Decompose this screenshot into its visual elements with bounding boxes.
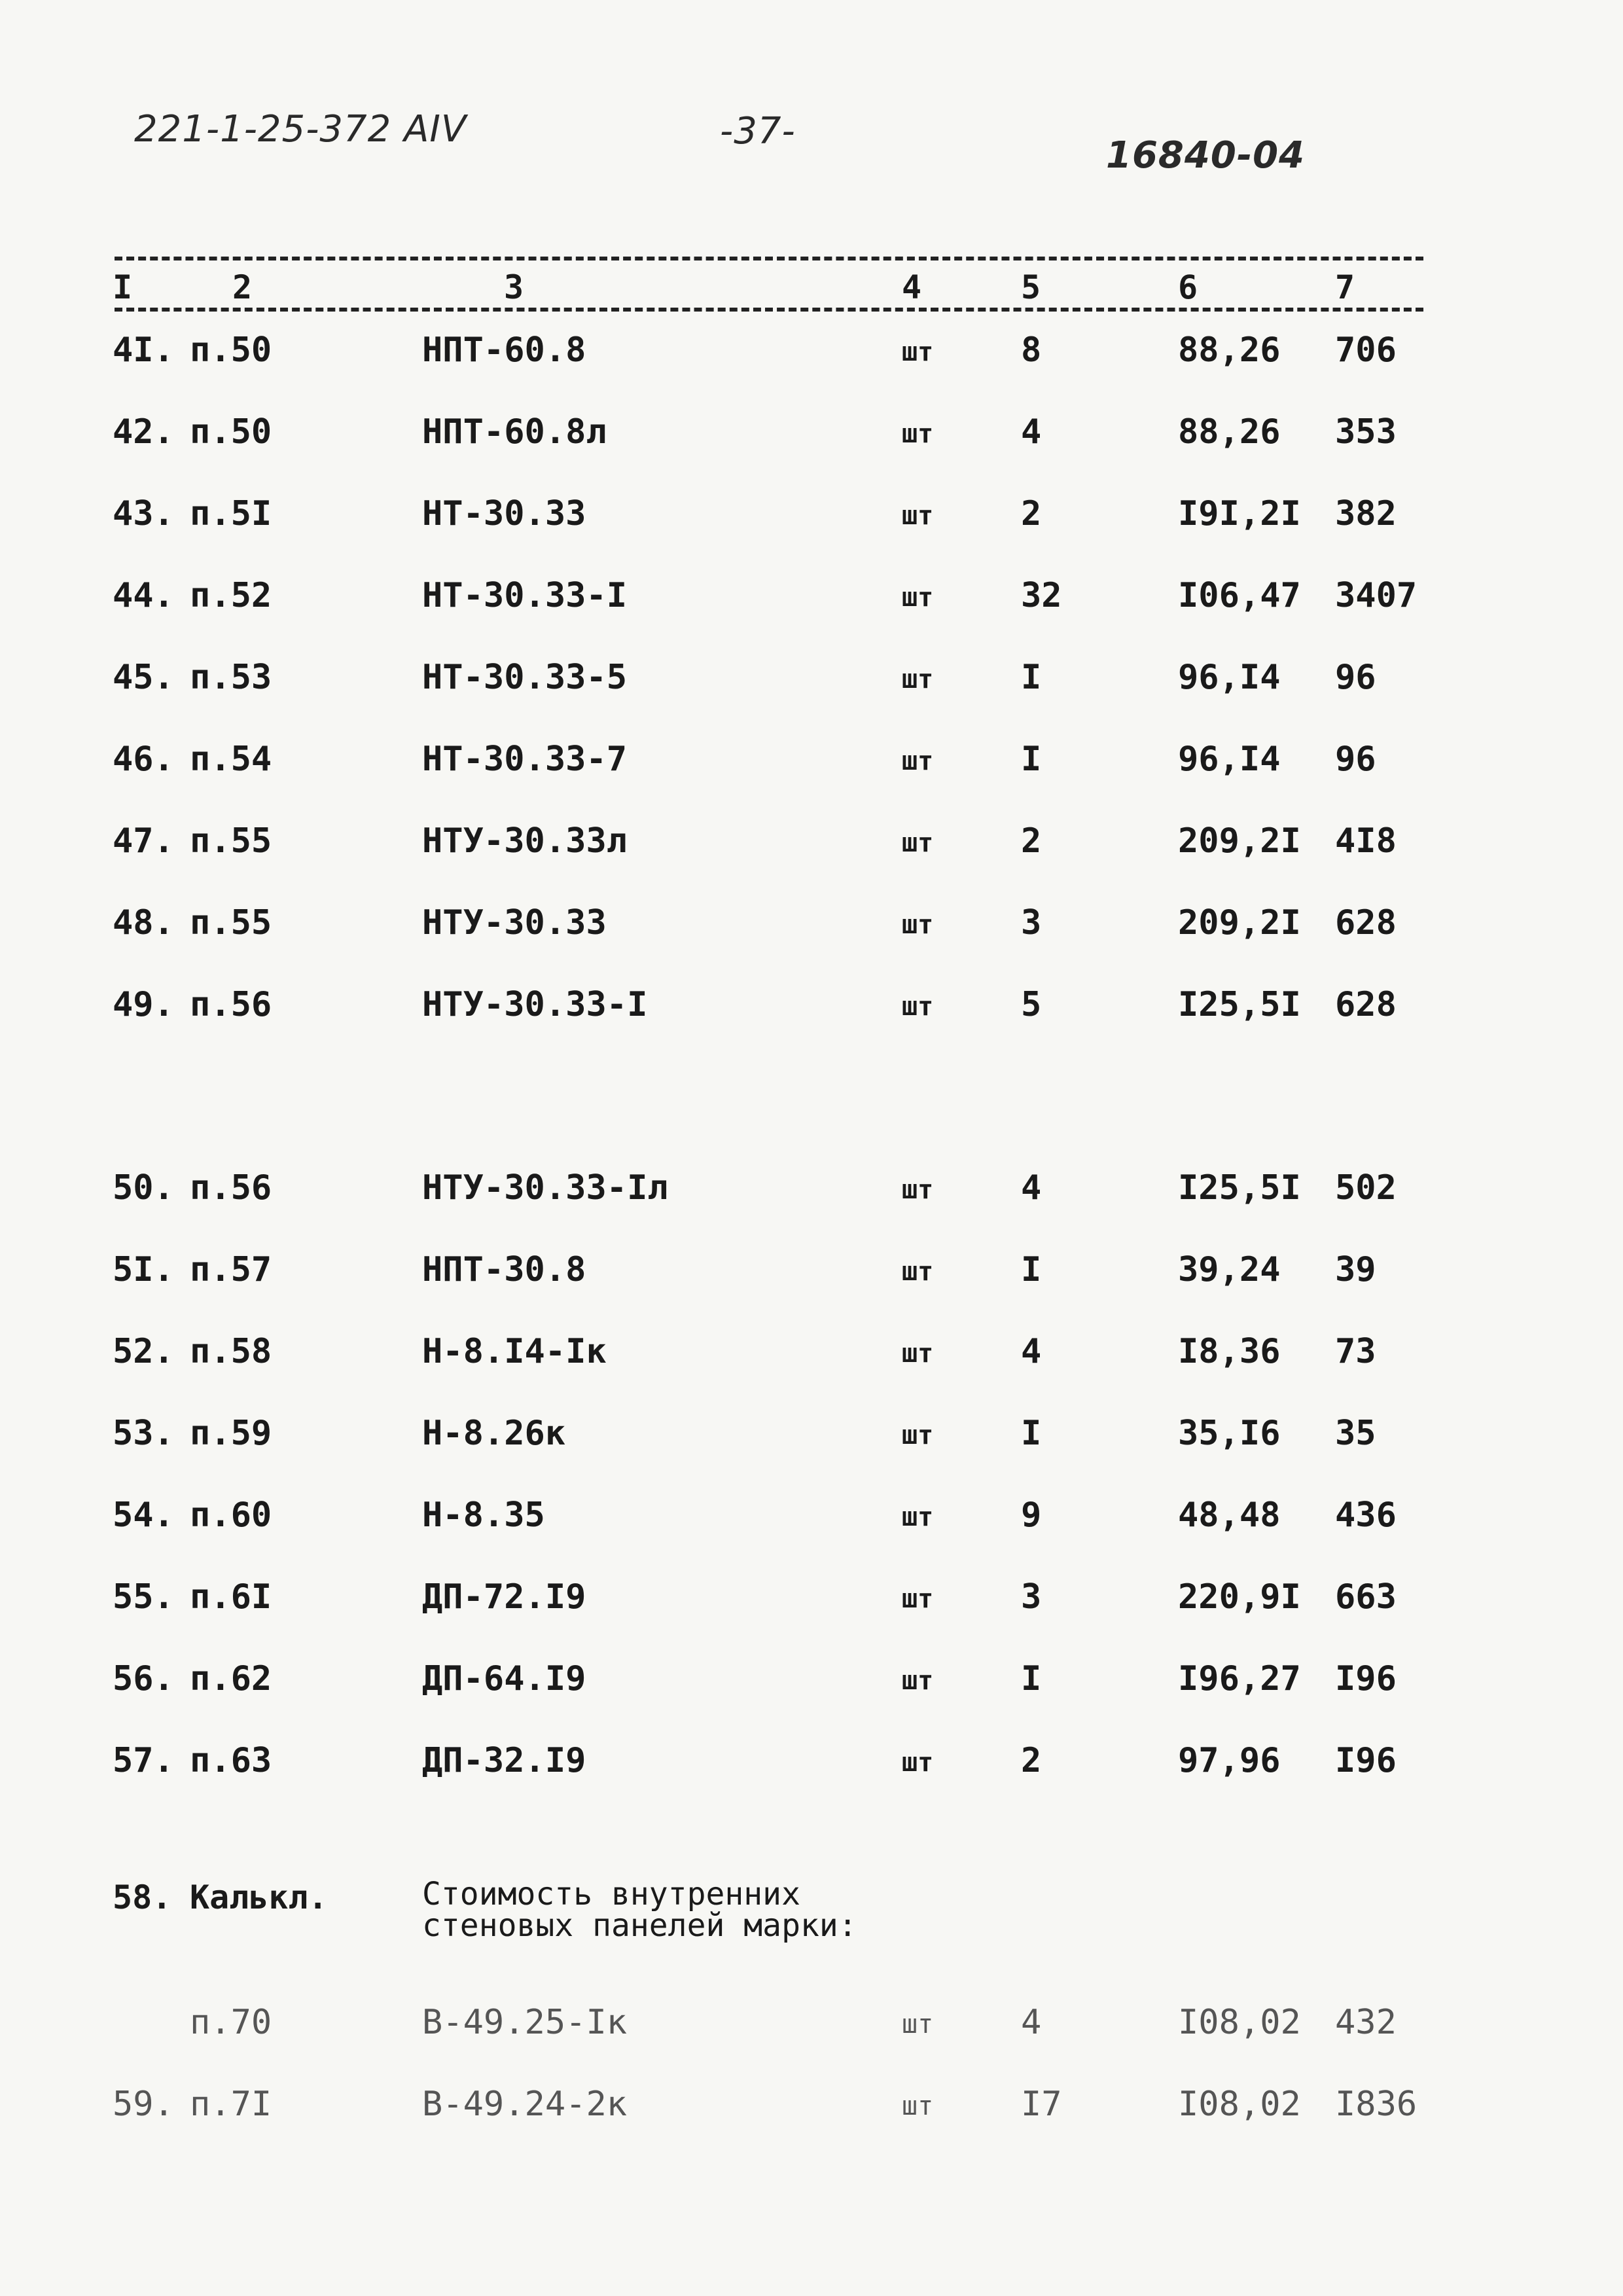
row-unit: шт [902,1584,934,1614]
row-number: 48. [113,903,174,942]
table-row [0,1741,1623,1793]
row-total: 96 [1335,740,1376,779]
row-number: 55. [113,1577,174,1617]
row-reference: п.54 [190,740,272,779]
note-line-2: стеновых панелей марки: [422,1907,857,1944]
note-line-1: Стоимость внутренних [422,1876,800,1912]
row-unit: шт [902,828,934,858]
row-price: I25,5I [1178,985,1301,1024]
table-row [0,740,1623,792]
table-row [0,1659,1623,1712]
row-price: 97,96 [1178,1741,1281,1780]
row-reference: п.62 [190,1659,272,1698]
row-total: 502 [1335,1168,1397,1208]
row-quantity: I [1021,1659,1042,1698]
row-price: 88,26 [1178,331,1281,370]
row-quantity: 4 [1021,2003,1042,2042]
row-quantity: I7 [1021,2085,1062,2124]
row-reference: п.53 [190,658,272,697]
row-mark: НТ-30.33-I [422,576,628,615]
row-total: 35 [1335,1414,1376,1453]
row-number: 47. [113,821,174,861]
row-price: I06,47 [1178,576,1301,615]
row-mark: ДП-72.I9 [422,1577,586,1617]
row-mark: НТУ-30.33л [422,821,628,861]
row-unit: шт [902,337,934,367]
row-total: 4I8 [1335,821,1397,861]
row-reference: п.50 [190,412,272,452]
column-header-6: 6 [1178,268,1198,306]
row-number: 5I. [113,1250,174,1289]
row-reference: п.58 [190,1332,272,1371]
row-quantity: 2 [1021,494,1042,533]
row-reference: п.50 [190,331,272,370]
row-price: I9I,2I [1178,494,1301,533]
row-number: 57. [113,1741,174,1780]
row-total: 3407 [1335,576,1418,615]
table-row [0,2003,1623,2055]
row-quantity: 3 [1021,1577,1042,1617]
row-number: 54. [113,1496,174,1535]
row-mark: НТУ-30.33 [422,903,607,942]
row-number: 49. [113,985,174,1024]
row-total: I96 [1335,1741,1397,1780]
row-quantity: 4 [1021,1332,1042,1371]
note-number: 58. [113,1878,172,1916]
row-quantity: 5 [1021,985,1042,1024]
row-reference: п.56 [190,1168,272,1208]
row-unit: шт [902,2091,934,2121]
row-price: I25,5I [1178,1168,1301,1208]
row-price: 96,I4 [1178,740,1281,779]
row-quantity: 4 [1021,1168,1042,1208]
row-total: 382 [1335,494,1397,533]
row-quantity: 4 [1021,412,1042,452]
row-quantity: 2 [1021,1741,1042,1780]
row-mark: В-49.25-Iк [422,2003,628,2042]
row-mark: ДП-32.I9 [422,1741,586,1780]
row-unit: шт [902,664,934,694]
row-total: 628 [1335,985,1397,1024]
row-unit: шт [902,1748,934,1778]
row-mark: Н-8.I4-Iк [422,1332,607,1371]
column-header-1: I [113,268,133,306]
row-reference: п.6I [190,1577,272,1617]
row-unit: шт [902,2009,934,2039]
row-number: 50. [113,1168,174,1208]
row-price: 48,48 [1178,1496,1281,1535]
header-top-rule [115,257,1423,260]
table-row [0,1496,1623,1548]
row-mark: НПТ-60.8л [422,412,607,452]
header-bottom-rule [115,308,1423,312]
row-mark: НПТ-30.8 [422,1250,586,1289]
row-quantity: I [1021,740,1042,779]
table-row [0,821,1623,874]
table-row [0,331,1623,383]
row-total: 436 [1335,1496,1397,1535]
row-number: 56. [113,1659,174,1698]
row-total: 96 [1335,658,1376,697]
row-number: 59. [113,2085,174,2124]
note-row [0,1878,1623,1957]
row-number: 44. [113,576,174,615]
row-price: 96,I4 [1178,658,1281,697]
table-row [0,2085,1623,2137]
row-reference: п.5I [190,494,272,533]
row-quantity: 32 [1021,576,1062,615]
row-price: I08,02 [1178,2003,1301,2042]
row-mark: Н-8.26к [422,1414,566,1453]
row-total: I96 [1335,1659,1397,1698]
row-total: 663 [1335,1577,1397,1617]
document-code: 221-1-25-372 AIV [134,108,467,151]
row-number: 4I. [113,331,174,370]
row-mark: НПТ-60.8 [422,331,586,370]
table-row [0,1577,1623,1630]
row-unit: шт [902,992,934,1022]
row-reference: п.70 [190,2003,272,2042]
row-total: 73 [1335,1332,1376,1371]
row-unit: шт [902,1420,934,1450]
row-number: 45. [113,658,174,697]
column-header-5: 5 [1021,268,1041,306]
row-price: 209,2I [1178,903,1301,942]
row-mark: В-49.24-2к [422,2085,628,2124]
row-price: 88,26 [1178,412,1281,452]
column-header-2: 2 [232,268,253,306]
row-unit: шт [902,1666,934,1696]
row-quantity: I [1021,1250,1042,1289]
row-reference: п.55 [190,821,272,861]
row-total: 39 [1335,1250,1376,1289]
table-row [0,412,1623,465]
table-row [0,1414,1623,1466]
row-number: 46. [113,740,174,779]
row-reference: п.52 [190,576,272,615]
row-reference: п.60 [190,1496,272,1535]
row-unit: шт [902,583,934,613]
row-reference: п.59 [190,1414,272,1453]
row-reference: п.57 [190,1250,272,1289]
row-unit: шт [902,419,934,449]
row-unit: шт [902,1502,934,1532]
row-quantity: I [1021,658,1042,697]
row-number: 42. [113,412,174,452]
row-quantity: I [1021,1414,1042,1453]
table-row [0,658,1623,710]
table-row [0,576,1623,628]
table-row [0,985,1623,1037]
row-unit: шт [902,910,934,940]
row-reference: п.7I [190,2085,272,2124]
row-price: I8,36 [1178,1332,1281,1371]
row-reference: п.55 [190,903,272,942]
row-mark: НТУ-30.33-I [422,985,648,1024]
row-total: 353 [1335,412,1397,452]
row-price: I08,02 [1178,2085,1301,2124]
row-mark: НТ-30.33-5 [422,658,628,697]
row-mark: Н-8.35 [422,1496,545,1535]
row-mark: ДП-64.I9 [422,1659,586,1698]
row-reference: п.56 [190,985,272,1024]
row-unit: шт [902,1338,934,1369]
row-quantity: 2 [1021,821,1042,861]
row-quantity: 9 [1021,1496,1042,1535]
row-price: 39,24 [1178,1250,1281,1289]
column-header-3: 3 [504,268,524,306]
row-total: 628 [1335,903,1397,942]
document-number: 16840-04 [1106,134,1305,177]
row-unit: шт [902,501,934,531]
row-mark: НТ-30.33-7 [422,740,628,779]
table-row [0,1332,1623,1384]
row-number: 52. [113,1332,174,1371]
row-price: 220,9I [1178,1577,1301,1617]
table-row [0,494,1623,547]
row-quantity: 3 [1021,903,1042,942]
row-price: 35,I6 [1178,1414,1281,1453]
row-unit: шт [902,1175,934,1205]
row-unit: шт [902,746,934,776]
row-price: 209,2I [1178,821,1301,861]
row-mark: НТ-30.33 [422,494,586,533]
table-row [0,903,1623,956]
row-number: 43. [113,494,174,533]
row-quantity: 8 [1021,331,1042,370]
note-reference: Калькл. [190,1878,328,1916]
row-reference: п.63 [190,1741,272,1780]
row-price: I96,27 [1178,1659,1301,1698]
column-header-7: 7 [1335,268,1355,306]
row-unit: шт [902,1257,934,1287]
table-row [0,1168,1623,1221]
row-mark: НТУ-30.33-Iл [422,1168,668,1208]
page-number: -37- [720,110,796,152]
row-number: 53. [113,1414,174,1453]
table-row [0,1250,1623,1302]
row-total: 432 [1335,2003,1397,2042]
row-total: 706 [1335,331,1397,370]
row-total: I836 [1335,2085,1418,2124]
column-header-4: 4 [902,268,922,306]
